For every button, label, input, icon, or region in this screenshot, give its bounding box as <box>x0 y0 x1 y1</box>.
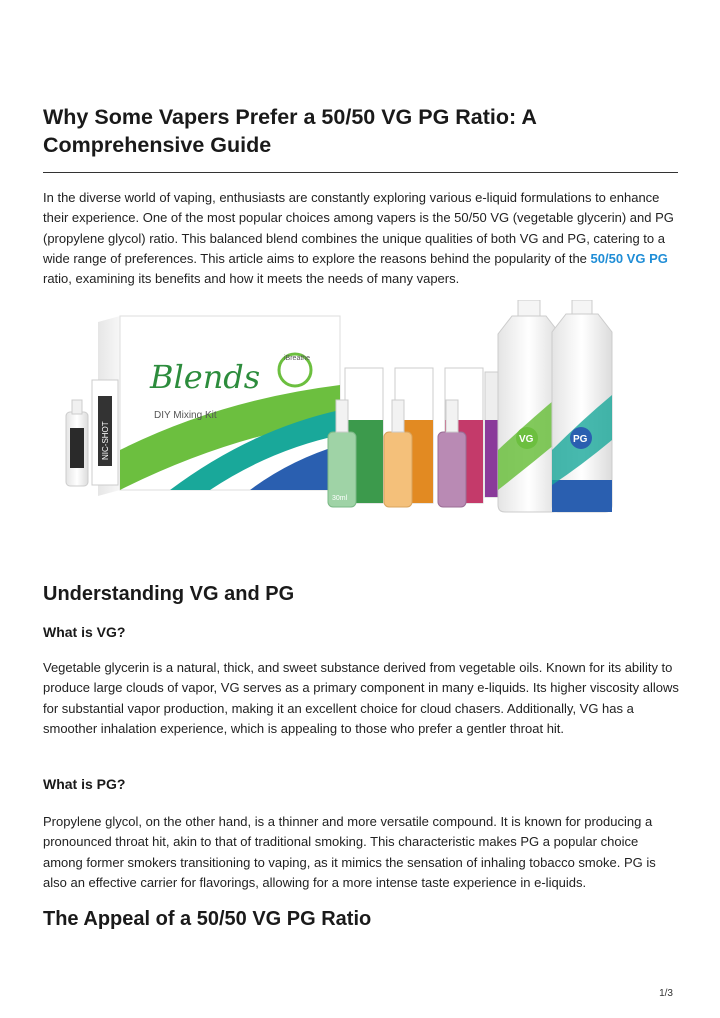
vg-pg-ratio-link[interactable]: 50/50 VG PG <box>590 250 668 266</box>
pg-bottle-label: PG <box>573 434 588 445</box>
bottle-size-label: 30ml <box>332 495 348 502</box>
section-heading-appeal: The Appeal of a 50/50 VG PG Ratio <box>43 908 372 930</box>
subheading-what-is-vg: What is VG? <box>43 624 126 640</box>
vg-paragraph: Vegetable glycerin is a natural, thick, and sweet substance derived from vegetable oils. Known for its ability to produce large clouds of vapor, VG serves as a primary component in many e-liquids. Its higher viscosity allows for substantial vapor production, making it an excellent choice for cloud chasers. Additionally, VG has a smoother inhalation experience, which is appealing to those who prefer a gentler throat hit. <box>43 660 679 736</box>
section-heading-understanding: Understanding VG and PG <box>43 583 295 605</box>
pg-paragraph: Propylene glycol, on the other hand, is a thinner and more versatile compound. It is known for producing a pronounced throat hit, akin to that of traditional smoking. This characteristic makes PG a popular choice among former smokers transitioning to vaping, as it mimics the sensation of inhaling tobacco smoke. PG is also an effective carrier for flavorings, allowing for a more intense taste experience in e-liquids. <box>43 814 656 890</box>
page-title: Why Some Vapers Prefer a 50/50 VG PG Ratio: A Comprehensive Guide <box>43 105 537 157</box>
intro-paragraph <box>43 188 679 289</box>
nic-shot-label: NIC-SHOT <box>101 421 110 460</box>
intro-text-end: ratio, examining its benefits and how it meets the needs of many vapers. <box>43 271 460 287</box>
intro-text-start: In the diverse world of vaping, enthusiasts are constantly exploring various e-liquid formulations to enhance their experience. One of the most popular choices among vapers is the 50/50 VG (vegetable glycerin) and PG (propylene glycol) ratio. This balanced blend combines the unique qualities of both VG and PG, catering to a wide range of preferences. This article aims to explore the reasons behind the popularity of the <box>43 190 674 266</box>
vg-bottle <box>498 300 560 512</box>
brand-logo-text: Blends <box>150 358 261 396</box>
product-image <box>50 300 620 525</box>
kit-label-text: DIY Mixing Kit <box>154 410 217 421</box>
subheading-what-is-pg: What is PG? <box>43 776 126 792</box>
mixing-kit-box <box>98 316 340 496</box>
vg-bottle-label: VG <box>519 434 534 445</box>
title-divider <box>43 172 678 173</box>
page-number: 1/3 <box>659 988 673 999</box>
maker-logo-text: iBreathe <box>284 355 311 362</box>
flavor-boxes <box>345 368 505 503</box>
pg-bottle <box>552 300 612 512</box>
nic-shot-product <box>66 380 118 486</box>
